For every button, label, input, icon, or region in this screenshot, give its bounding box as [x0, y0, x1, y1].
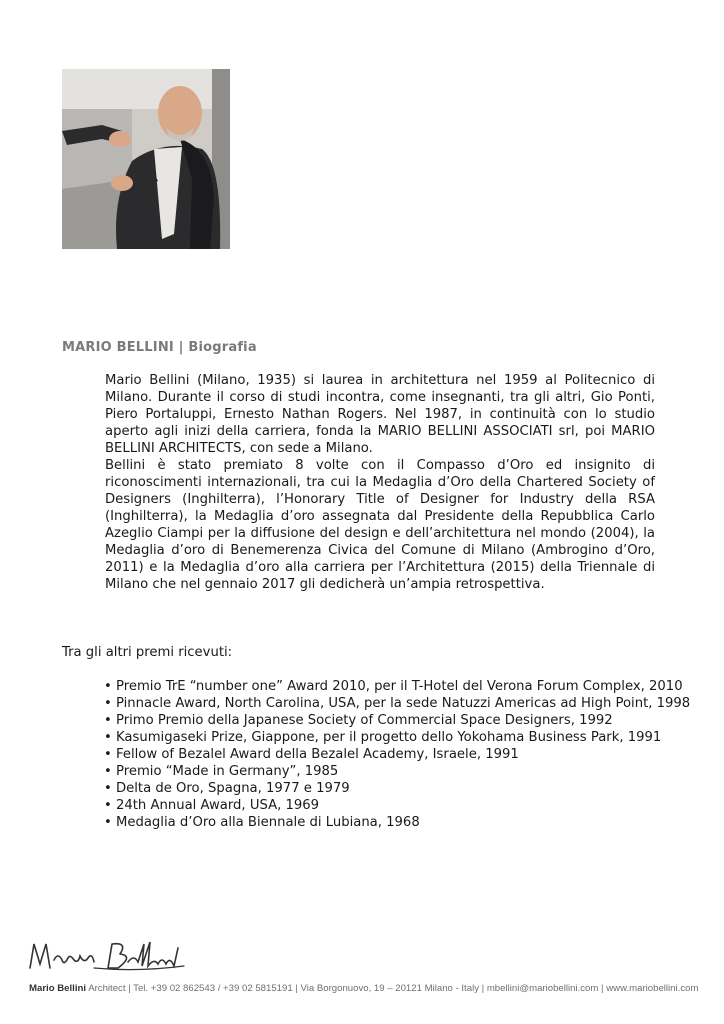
portrait-illustration: [62, 69, 230, 249]
list-item: • Medaglia d’Oro alla Biennale di Lubiana, 1968: [104, 814, 690, 831]
list-item: • Delta de Oro, Spagna, 1977 e 1979: [104, 780, 690, 797]
awards-list: [104, 678, 690, 831]
biography-paragraph: Bellini è stato premiato 8 volte con il Compasso d’Oro ed insignito di riconoscimenti internazionali, tra cui la Medaglia d’Oro della Chartered Society of Designers (Inghilterra), l’Honorary Title of Designer for Industry della RSA (Inghilterra), la Medaglia d’oro assegnata dal Presidente della Repubblica Carlo Azeglio Ciampi per la diffusione del design e dell’architettura nel mondo (2004), la Medaglia d’oro di Benemerenza Civica del Comune di Milano (Ambrogino d’Oro, 2011) e la Medaglia d’oro alla carriera per l’Architettura (2015) della Triennale di Milano che nel gennaio 2017 gli dedicherà un’ampia retrospettiva.: [105, 458, 655, 592]
awards-intro: Tra gli altri premi ricevuti:: [62, 645, 233, 660]
signature-drawing: [28, 938, 188, 978]
list-item: • Pinnacle Award, North Carolina, USA, per la sede Natuzzi Americas ad High Point, 1998: [104, 695, 690, 712]
list-item: • Premio TrE “number one” Award 2010, per il T-Hotel del Verona Forum Complex, 2010: [104, 678, 690, 695]
list-item: • Kasumigaseki Prize, Giappone, per il progetto dello Yokohama Business Park, 1991: [104, 729, 690, 746]
portrait-photo: [62, 69, 230, 249]
footer-contact: [29, 983, 698, 994]
list-item: • Primo Premio della Japanese Society of Commercial Space Designers, 1992: [104, 712, 690, 729]
footer-name: Mario Bellini: [29, 983, 87, 994]
biography-paragraph: Mario Bellini (Milano, 1935) si laurea in architettura nel 1959 al Politecnico di Milano. Durante il corso di studi incontra, come insegnanti, tra gli altri, Gio Ponti, Piero Portaluppi, Ernesto Nathan Rogers. Nel 1987, in continuità con lo studio aperto agli inizi della carriera, fonda la MARIO BELLINI ASSOCIATI srl, poi MARIO BELLINI ARCHITECTS, con sede a Milano.: [105, 373, 655, 456]
handwritten-signature: [28, 938, 188, 978]
list-item: • Fellow of Bezalel Award della Bezalel Academy, Israele, 1991: [104, 746, 690, 763]
page-title: MARIO BELLINI | Biografia: [62, 340, 257, 355]
list-item: • 24th Annual Award, USA, 1969: [104, 797, 690, 814]
footer-role: Architect: [88, 983, 126, 994]
footer-details: | Tel. +39 02 862543 / +39 02 5815191 | Via Borgonuovo, 19 – 20121 Milano - Italy | mbellini@mariobellini.com | www.mariobellini.com: [128, 983, 699, 994]
list-item: • Premio “Made in Germany”, 1985: [104, 763, 690, 780]
biography-text: [105, 372, 655, 593]
